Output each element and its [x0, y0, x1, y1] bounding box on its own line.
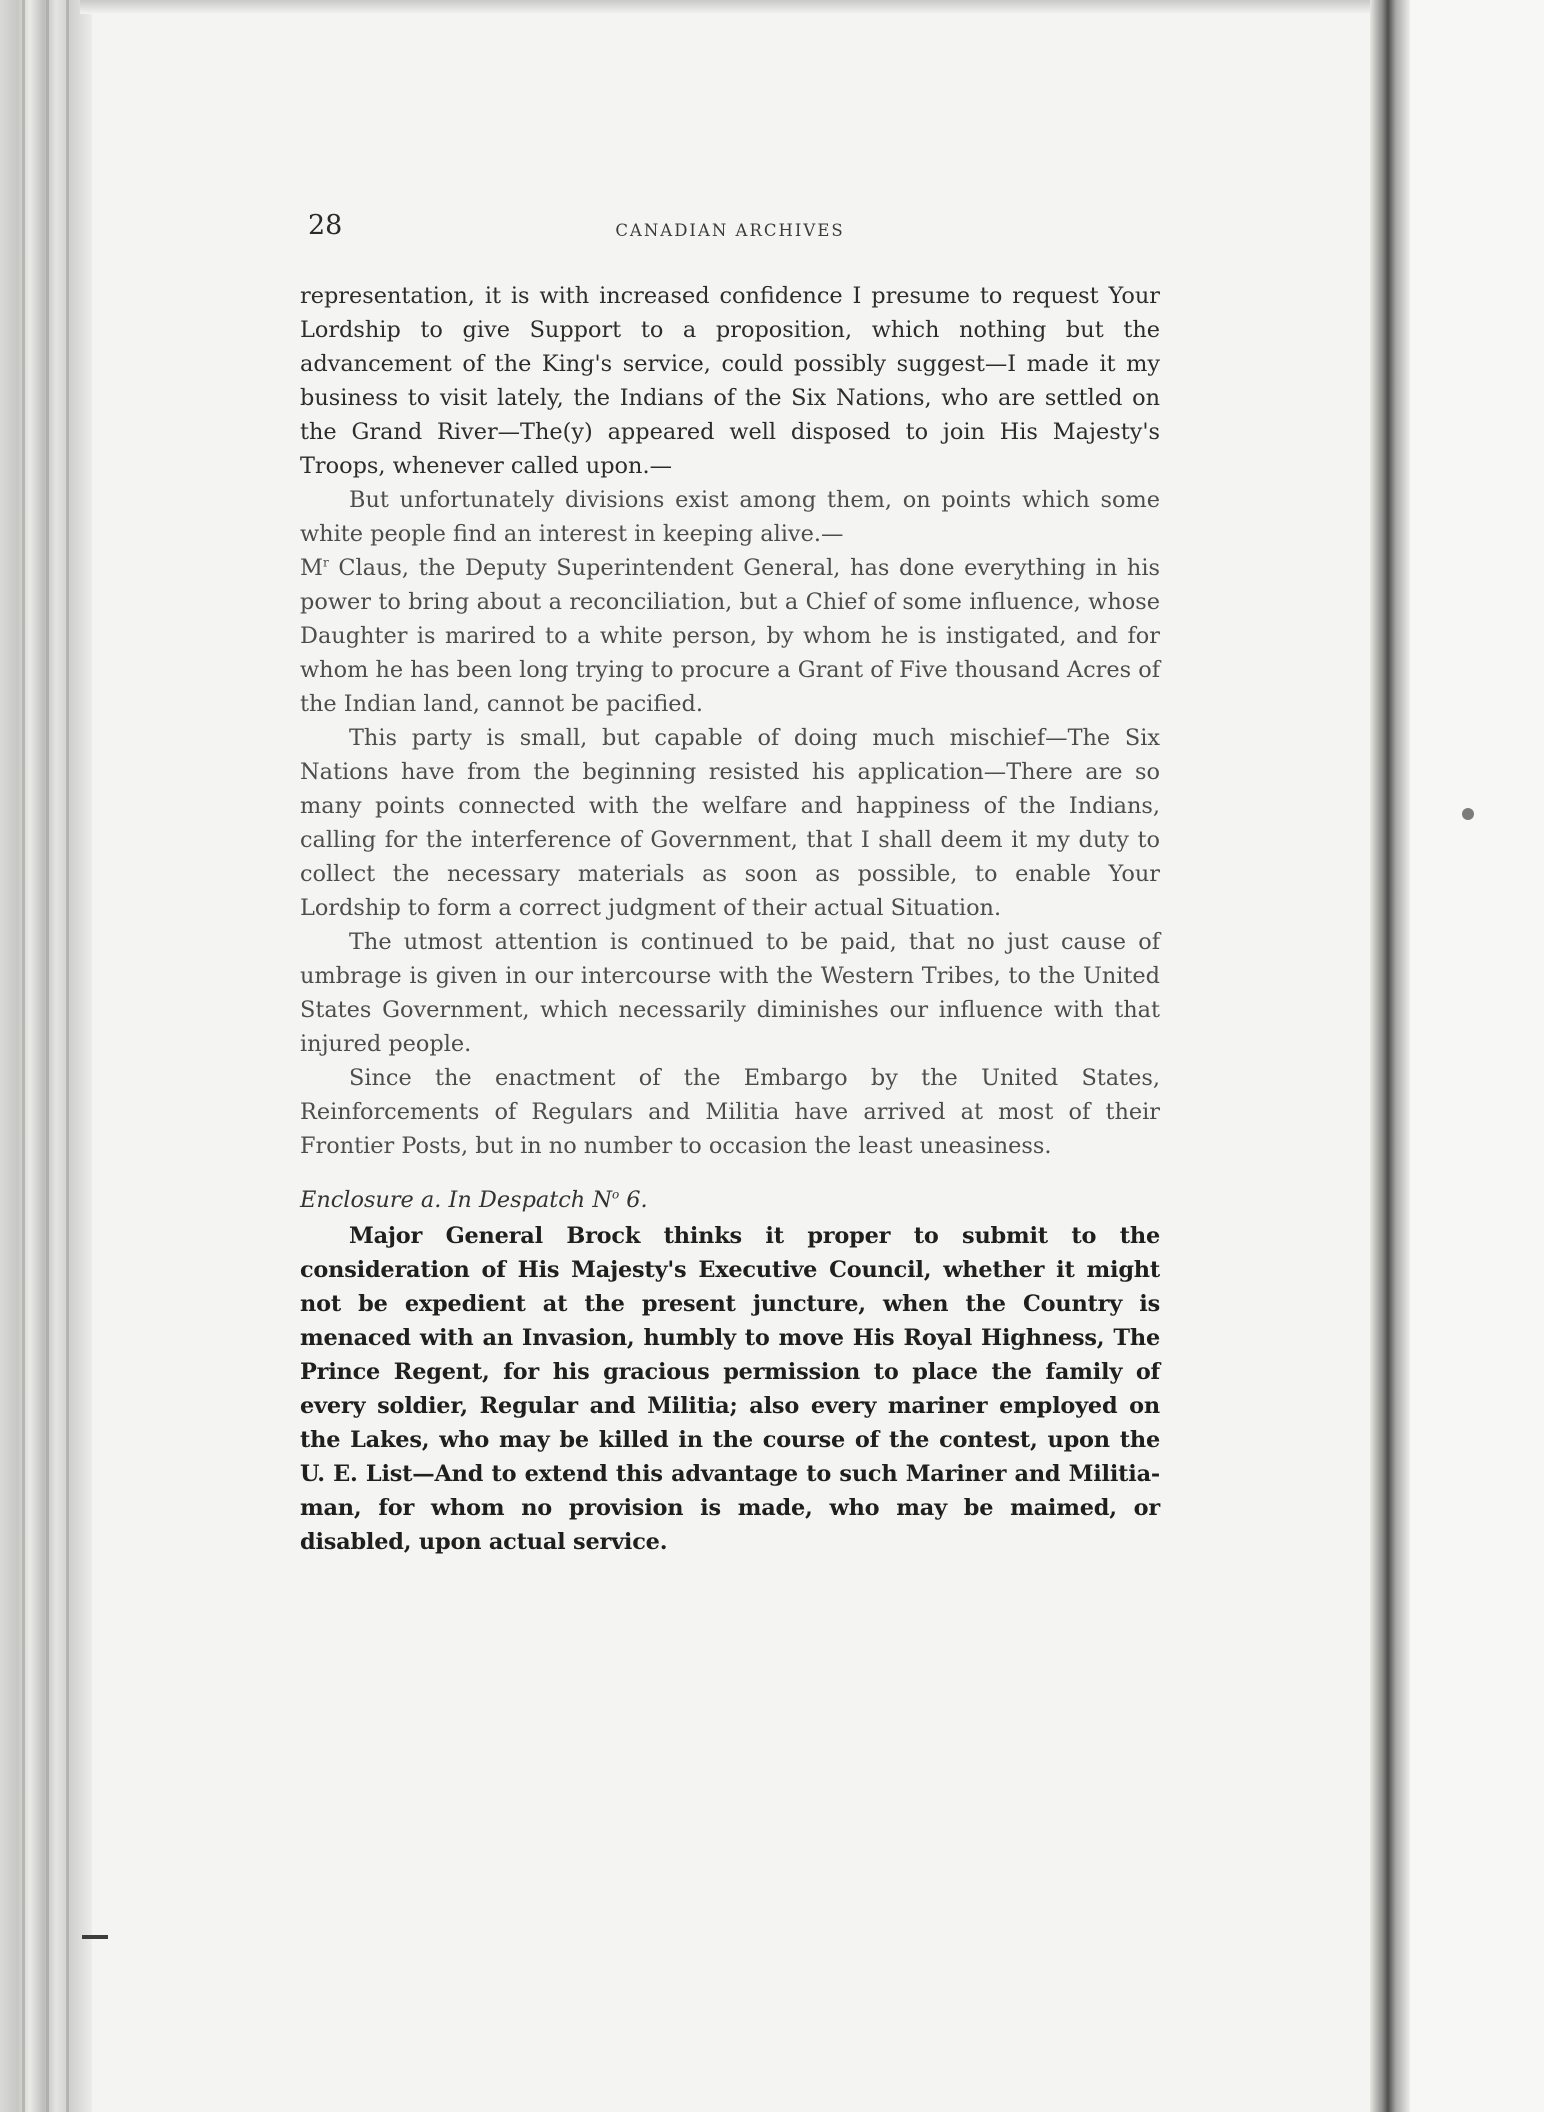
top-edge-shadow: [80, 0, 1380, 14]
binding-line: [66, 0, 69, 2112]
paragraph: Since the enactment of the Embargo by the United States, Reinforcements of Regulars and Militia have arrived at most of their Frontier Posts, but in no number to occasion the least uneasiness.: [300, 1065, 1160, 1159]
paragraph: [300, 551, 1160, 721]
paragraph: But unfortunately divisions exist among them, on points which some white people find an interest in keeping alive.—: [300, 487, 1160, 547]
enclosure-heading-text: Enclosure a. In Despatch N: [300, 1187, 612, 1213]
enclosure-paragraph: Major General Brock thinks it proper to submit to the consideration of His Majesty's Executive Council, whether it might not be expedient at the present juncture, when the Country is menaced with an Invasion, humbly to move His Royal Highness, The Prince Regent, for his gracious permission to place the family of every soldier, Regular and Militia; also every mariner employed on the Lakes, who may be killed in the course of the contest, upon the U. E. List—And to extend this advantage to such Mariner and Militia-man, for whom no provision is made, who may be maimed, or disabled, upon actual service.: [300, 1223, 1160, 1555]
paragraph-text: Claus, the Deputy Superintendent General, has done everything in his power to bring about a reconciliation, but a Chief of some influence, whose Daughter is marired to a white person, by whom he is instigated, and for whom he has been long trying to procure a Grant of Five thousand Acres of the Indian land, cannot be pacified.: [300, 555, 1160, 717]
enclosure-heading-superscript: o: [611, 1187, 620, 1202]
page-content: [300, 205, 1160, 1559]
paragraph: representation, it is with increased confidence I presume to request Your Lordship to give Support to a proposition, which nothing but the advancement of the King's service, could possibly suggest—I made it my business to visit lately, the Indians of the Six Nations, who are settled on the Grand River—The(y) appeared well disposed to join His Majesty's Troops, whenever called upon.—: [300, 283, 1160, 479]
margin-dash: [82, 1935, 108, 1939]
mr-superscript: r: [322, 555, 329, 570]
enclosure-heading: [300, 1183, 1160, 1217]
binding-line: [46, 0, 49, 2112]
enclosure-heading-number: 6.: [619, 1187, 648, 1213]
body-text: [300, 279, 1160, 1163]
facing-page: [1410, 0, 1544, 2112]
binding-line: [22, 0, 25, 2112]
running-head: [300, 205, 1160, 257]
paragraph: The utmost attention is continued to be paid, that no just cause of umbrage is given in our intercourse with the Western Tribes, to the United States Government, which necessarily diminishes our influence with that injured people.: [300, 929, 1160, 1057]
paragraph: This party is small, but capable of doing much mischief—The Six Nations have from the beginning resisted his application—There are so many points connected with the welfare and happiness of the Indians, calling for the interference of Government, that I shall deem it my duty to collect the necessary materials as soon as possible, to enable Your Lordship to form a correct judgment of their actual Situation.: [300, 725, 1160, 921]
page-fold: [1370, 0, 1410, 2112]
running-title: CANADIAN ARCHIVES: [615, 221, 845, 240]
ink-spot: [1462, 808, 1474, 820]
page-number: 28: [308, 210, 343, 241]
mr-abbrev: M: [300, 555, 323, 581]
